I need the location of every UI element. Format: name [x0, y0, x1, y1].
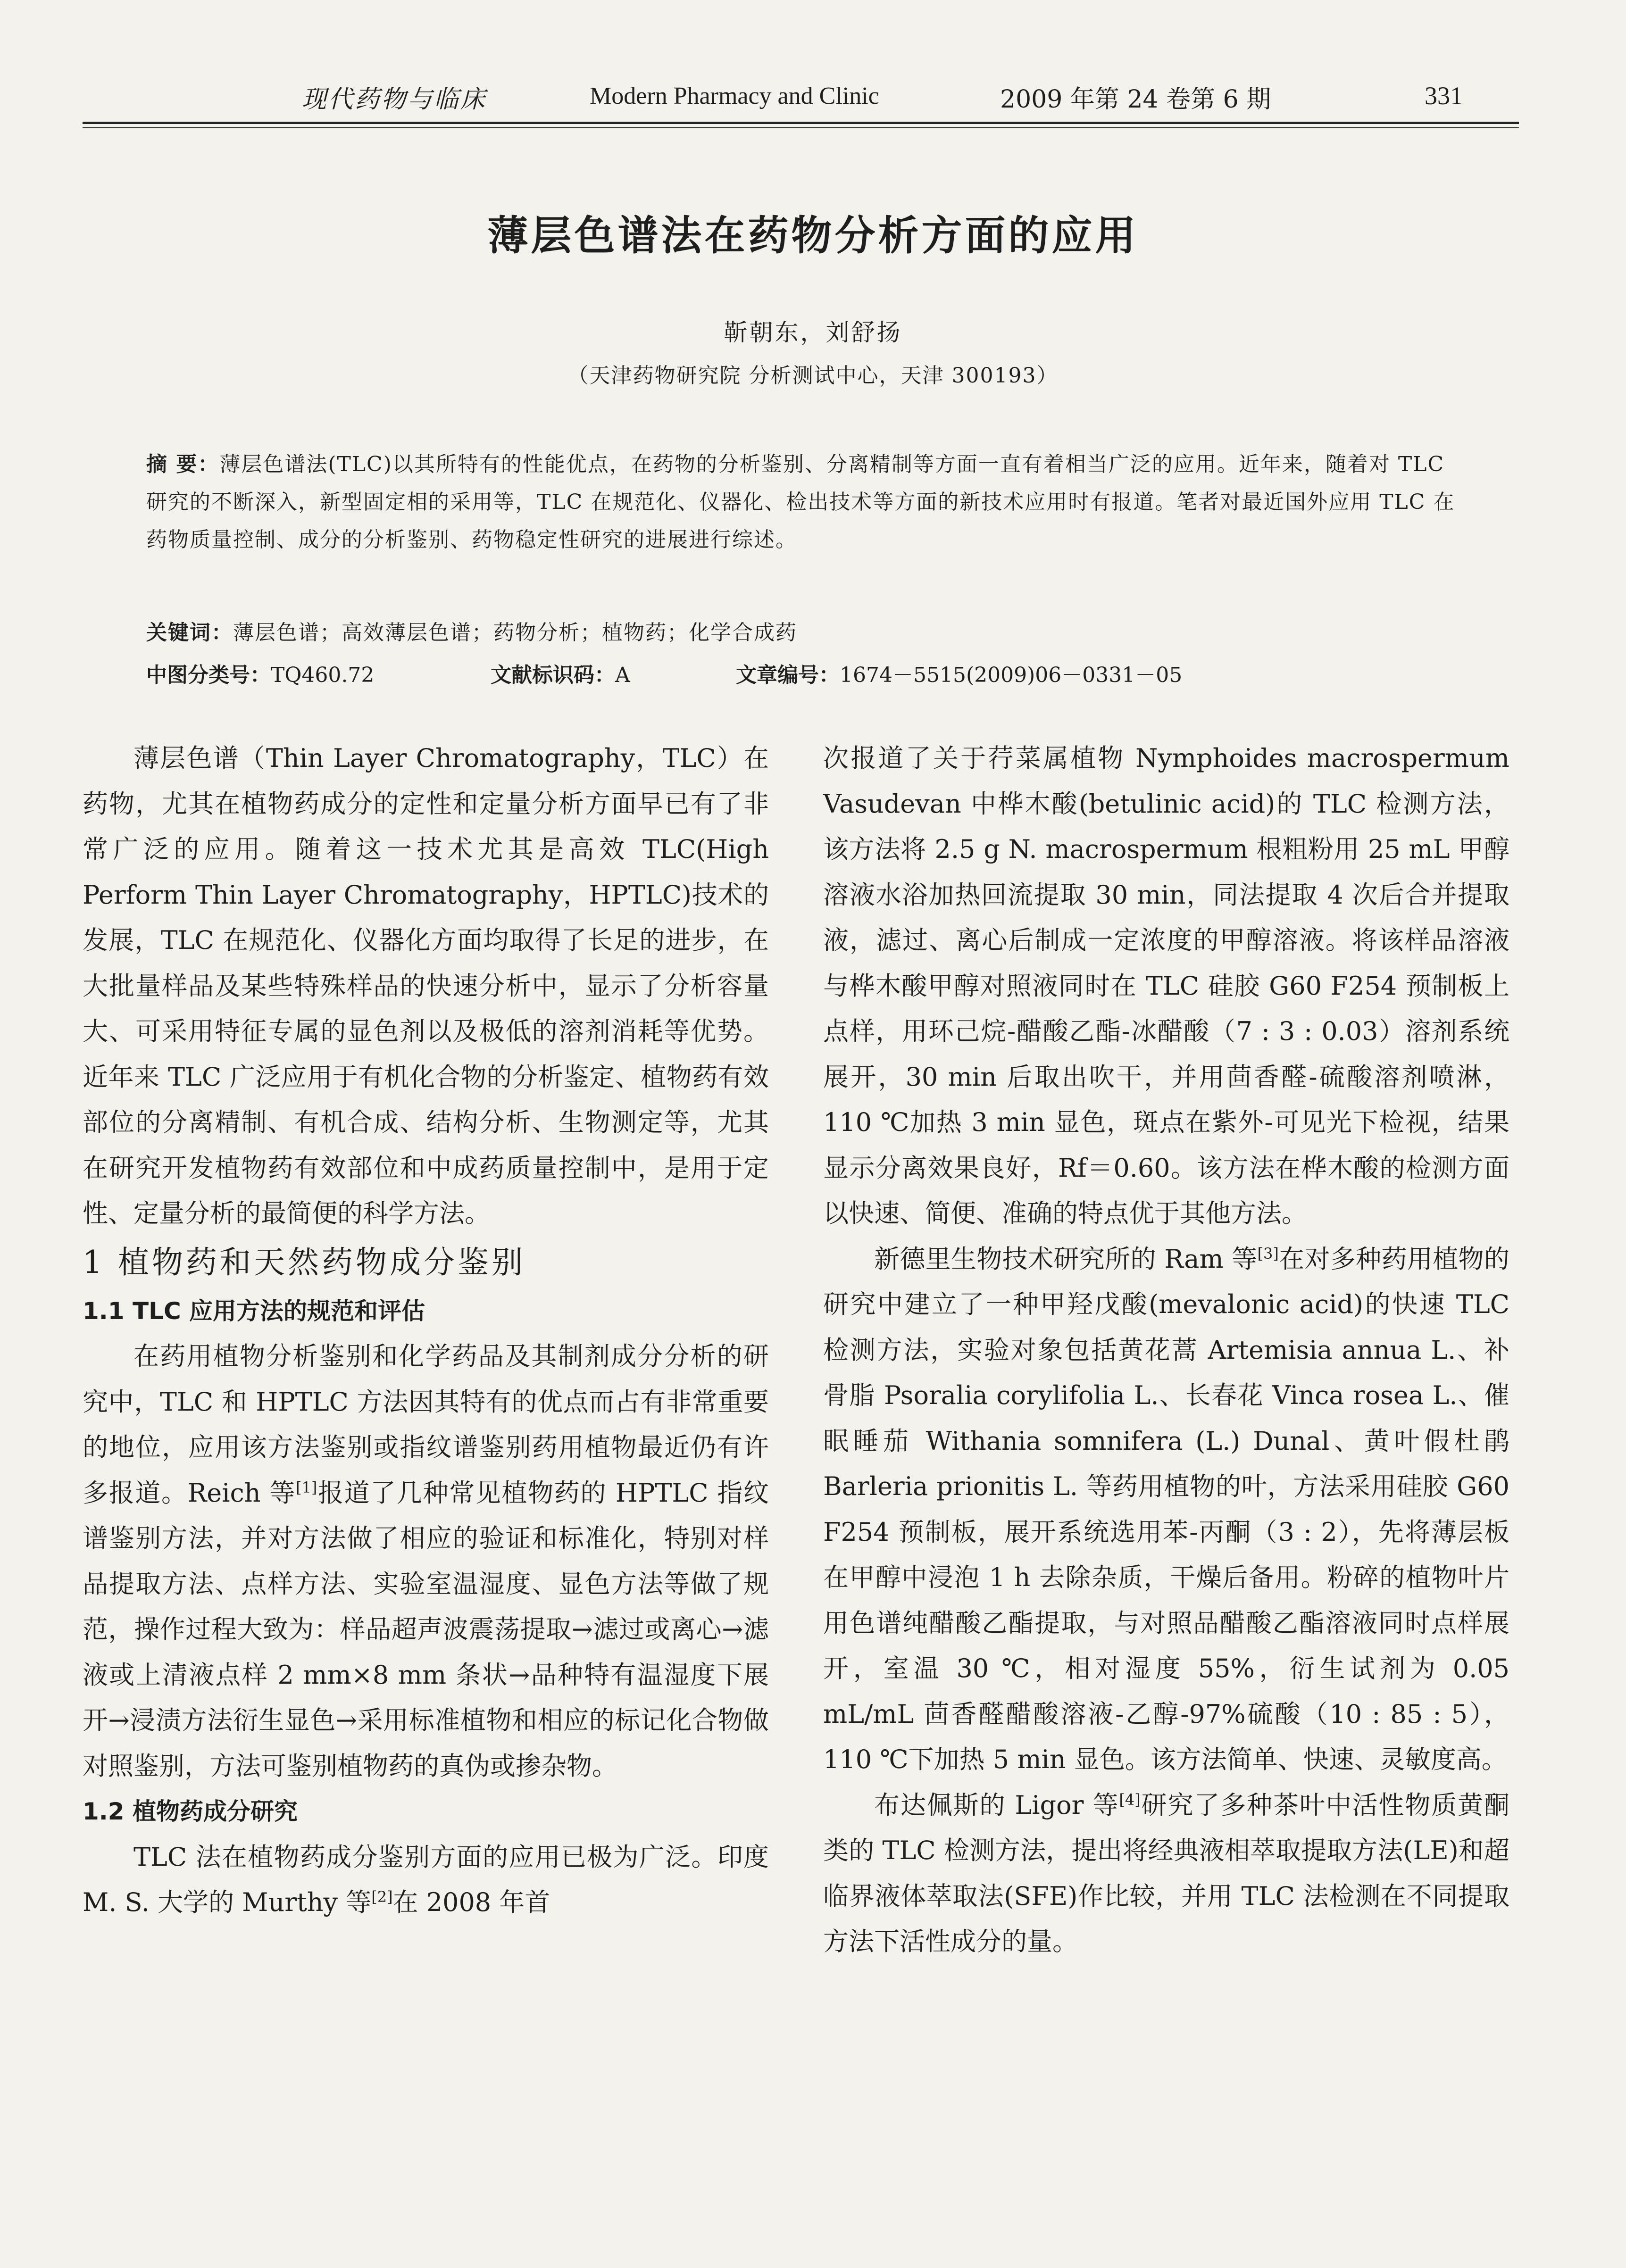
left-column [83, 736, 769, 1926]
section-1-1-heading: 1.1 TLC 应用方法的规范和评估 [83, 1297, 425, 1325]
article-title: 薄层色谱法在药物分析方面的应用 [487, 212, 1139, 259]
issue-info: 2009 年第 24 卷第 6 期 [1000, 85, 1271, 114]
citation-4[interactable]: [4] [1119, 1790, 1141, 1809]
document-code: 文献标识码：A [491, 663, 630, 687]
citation-1[interactable]: [1] [295, 1478, 317, 1496]
citation-2[interactable]: [2] [371, 1888, 393, 1906]
clc-number: 中图分类号：TQ460.72 [146, 663, 375, 687]
betulinic-acid-paragraph: 次报道了关于荇菜属植物 Nymphoides macrospermum Vasudevan 中桦木酸(betulinic acid)的 TLC 检测方法，该方法将 2.5 g N. macrospermum 根粗粉用 25 mL 甲醇溶液水浴加热回流提取 30 min，同法提取 4 次后合并提取液，滤过、离心后制成一定浓度的甲醇溶液。将该样品溶液与桦木酸甲醇对照液同时在 TLC 硅胶 G60 F254 预制板上点样，用环己烷-醋酸乙酯-冰醋酸（7 : 3 : 0.03）溶剂系统展开，30 min 后取出吹干，并用茴香醛-硫酸溶剂喷淋，110 ℃加热 3 min 显色，斑点在紫外-可见光下检视，结果显示分离效果良好，Rf＝0.60。该方法在桦木酸的检测方面以快速、简便、准确的特点优于其他方法。 [823, 743, 1510, 1228]
abstract-label: 摘 要： [146, 452, 220, 476]
section-1-2-paragraph: TLC 法在植物药成分鉴别方面的应用已极为广泛。印度 M. S. 大学的 Murthy 等[2]在 2008 年首 [83, 1842, 769, 1917]
mevalonic-acid-paragraph: 新德里生物技术研究所的 Ram 等[3]在对多种药用植物的研究中建立了一种甲羟戊酸(mevalonic acid)的快速 TLC 检测方法，实验对象包括黄花蒿 Artemisia annua L.、补骨脂 Psoralia corylifolia L.、长春花 Vinca rosea L.、催眠睡茄 Withania somnifera (L.) Dunal、黄叶假杜鹃 Barleria prionitis L. 等药用植物的叶，方法采用硅胶 G60 F254 预制板，展开系统选用苯-丙酮（3 : 2），先将薄层板在甲醇中浸泡 1 h 去除杂质，干燥后备用。粉碎的植物叶片用色谱纯醋酸乙酯提取，与对照品醋酸乙酯溶液同时点样展开，室温 30 ℃，相对湿度 55%，衍生试剂为 0.05 mL/mL 茴香醛醋酸溶液-乙醇-97%硫酸（10 : 85 : 5），110 ℃下加热 5 min 显色。该方法简单、快速、灵敏度高。 [823, 1244, 1509, 1774]
article-number: 文章编号：1674－5515(2009)06－0331－05 [736, 663, 1183, 687]
keywords-text: 薄层色谱；高效薄层色谱；药物分析；植物药；化学合成药 [233, 621, 797, 645]
tea-flavonoid-paragraph: 布达佩斯的 Ligor 等[4]研究了多种茶叶中活性物质黄酮类的 TLC 检测方法，提出将经典液相萃取提取方法(LE)和超临界液体萃取法(SFE)作比较，并用 TLC 法检测在不同提取方法下活性成分的量。 [823, 1790, 1509, 1956]
right-column [823, 736, 1509, 1965]
section-1-heading: 1 植物药和天然药物成分鉴别 [83, 1244, 525, 1280]
section-1-1-paragraph: 在药用植物分析鉴别和化学药品及其制剂成分分析的研究中，TLC 和 HPTLC 方法因其特有的优点而占有非常重要的地位，应用该方法鉴别或指纹谱鉴别药用植物最近仍有许多报道。Reich 等[1]报道了几种常见植物药的 HPTLC 指纹谱鉴别方法，并对方法做了相应的验证和标准化，特别对样品提取方法、点样方法、实验室温湿度、显色方法等做了规范，操作过程大致为：样品超声波震荡提取→滤过或离心→滤液或上清液点样 2 mm×8 mm 条状→品种特有温湿度下展开→浸渍方法衍生显色→采用标准植物和相应的标记化合物做对照鉴别，方法可鉴别植物药的真伪或掺杂物。 [83, 1341, 769, 1781]
journal-name-en: Modern Pharmacy and Clinic [590, 83, 879, 109]
citation-3[interactable]: [3] [1257, 1244, 1279, 1263]
journal-name-cn: 现代药物与临床 [302, 85, 487, 114]
intro-paragraph: 薄层色谱（Thin Layer Chromatography，TLC）在药物，尤其在植物药成分的定性和定量分析方面早已有了非常广泛的应用。随着这一技术尤其是高效 TLC(High Perform Thin Layer Chromatography，HPTLC)技术的发展，TLC 在规范化、仪器化方面均取得了长足的进步，在大批量样品及某些特殊样品的快速分析中，显示了分析容量大、可采用特征专属的显色剂以及极低的溶剂消耗等优势。近年来 TLC 广泛应用于有机化合物的分析鉴定、植物药有效部位的分离精制、有机合成、结构分析、生物测定等，尤其在研究开发植物药有效部位和中成药质量控制中，是用于定性、定量分析的最简便的科学方法。 [83, 743, 769, 1228]
affiliation: （天津药物研究院 分析测试中心，天津 300193） [567, 364, 1059, 388]
authors: 靳朝东，刘舒扬 [724, 319, 902, 346]
keywords [146, 615, 1467, 646]
header-rule [83, 122, 1519, 124]
page-number: 331 [1425, 82, 1463, 110]
abstract [146, 446, 1467, 559]
header-rule-thin [83, 127, 1519, 128]
keywords-label: 关键词： [146, 621, 233, 645]
abstract-text: 薄层色谱法(TLC)以其所特有的性能优点，在药物的分析鉴别、分离精制等方面一直有着相当广泛的应用。近年来，随着对 TLC 研究的不断深入，新型固定相的采用等，TLC 在规范化、仪器化、检出技术等方面的新技术应用时有报道。笔者对最近国外应用 TLC 在药物质量控制、成分的分析鉴别、药物稳定性研究的进展进行综述。 [146, 452, 1455, 552]
section-1-2-heading: 1.2 植物药成分研究 [83, 1798, 298, 1825]
